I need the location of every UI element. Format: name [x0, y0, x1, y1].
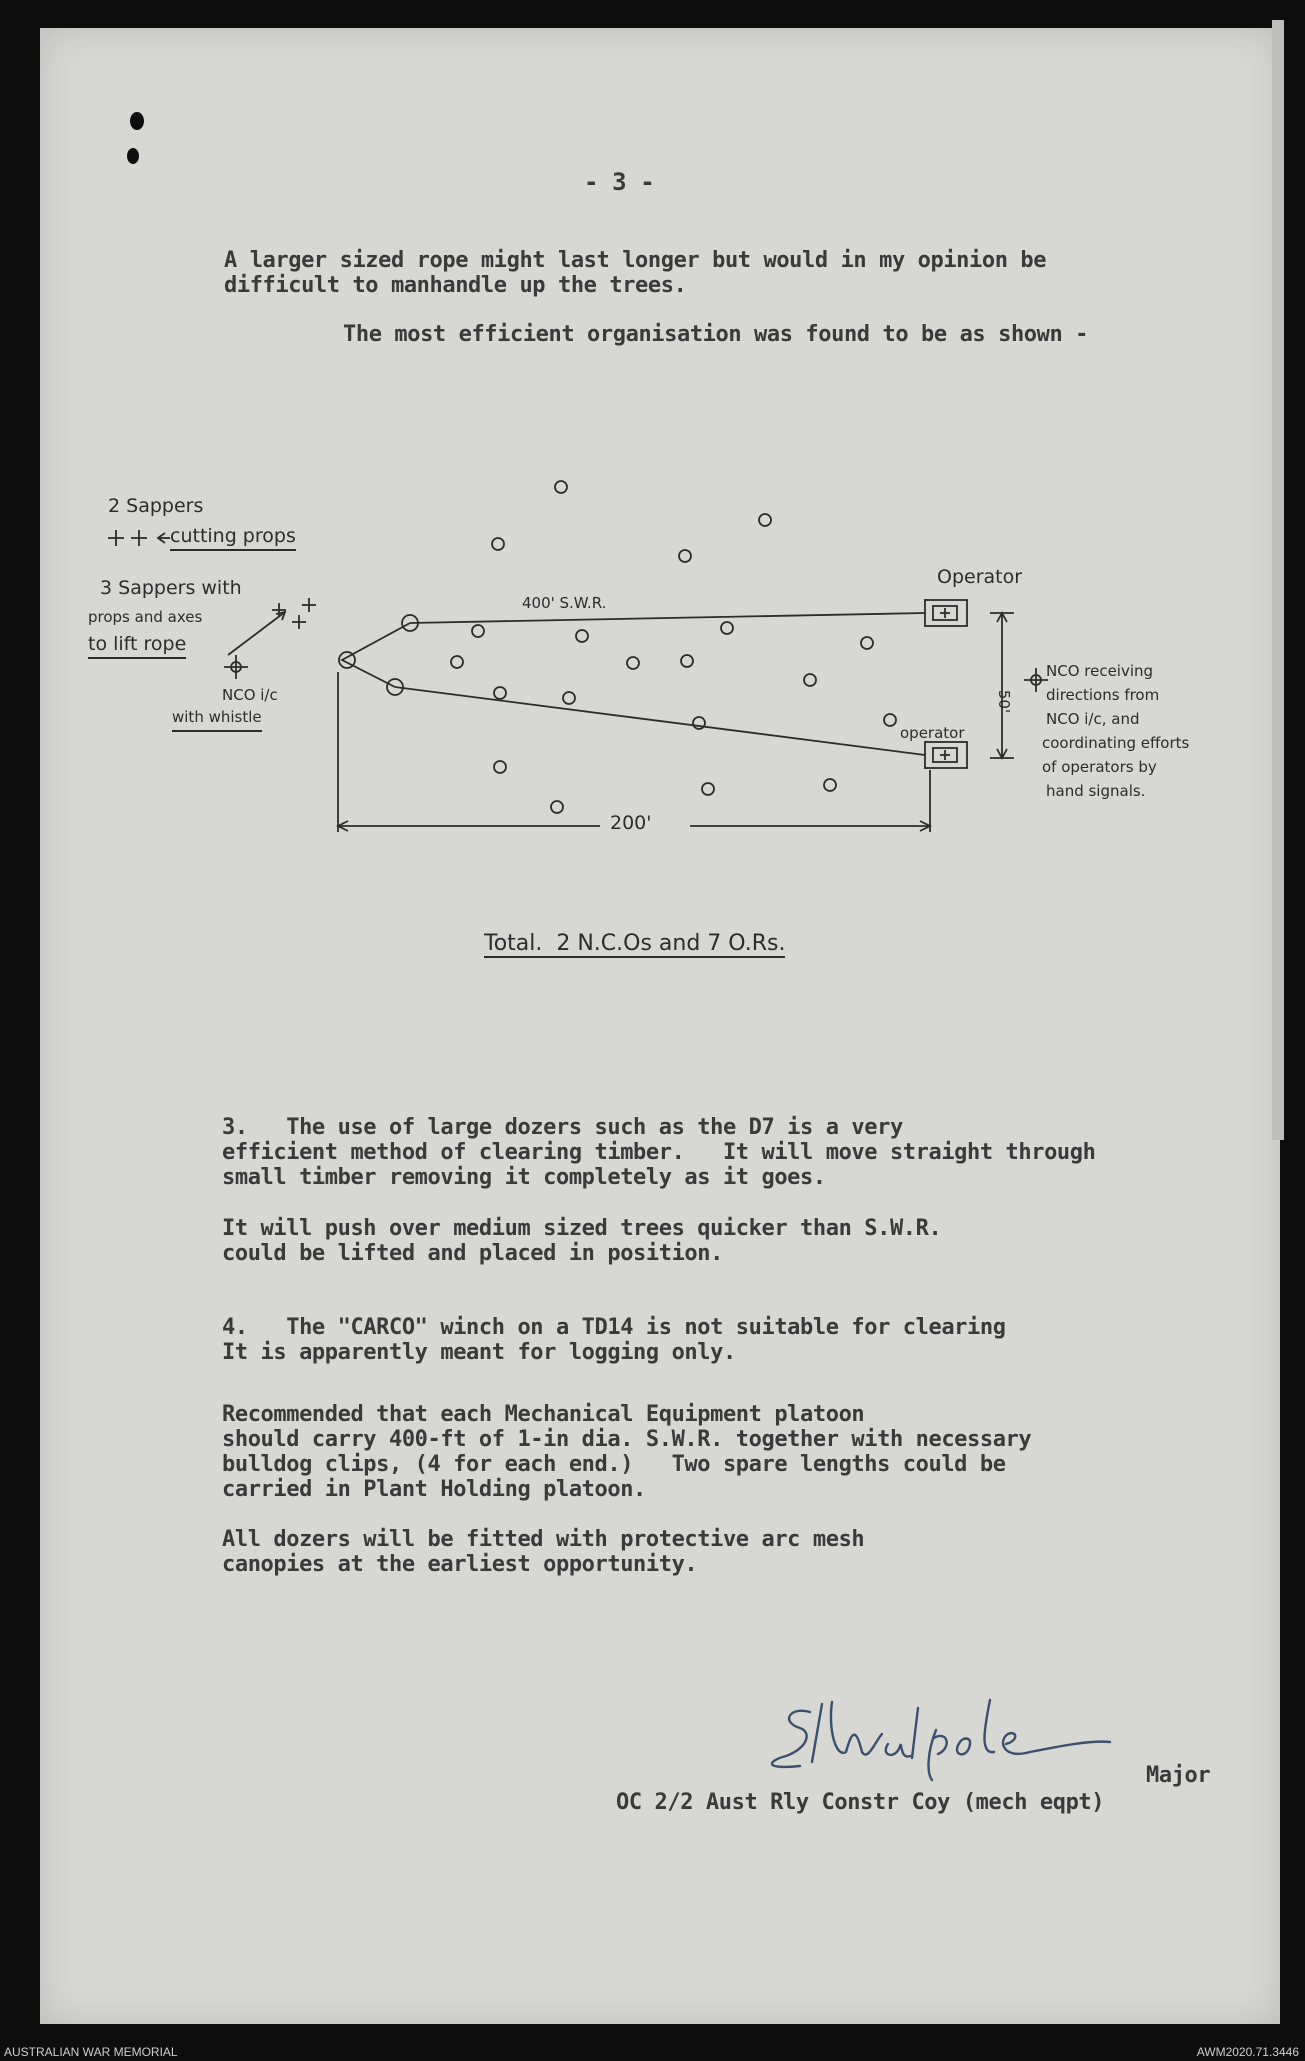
label-nco-ic: NCO i/c [222, 686, 278, 704]
label-nco-receiving-1: NCO receiving [1046, 662, 1154, 680]
label-sappers-cutting-1: 2 Sappers [108, 495, 204, 517]
label-sappers-lifting-2: props and axes [88, 608, 203, 626]
footer-left: AUSTRALIAN WAR MEMORIAL [4, 2045, 178, 2059]
page-number: - 3 - [584, 168, 655, 196]
label-rope: 400' S.W.R. [522, 594, 607, 612]
paragraph-organisation: The most efficient organisation was found to be as shown - [343, 322, 1089, 347]
label-width: 50' [995, 689, 1014, 714]
paragraph-rope-size: A larger sized rope might last longer but would in my opinion be difficult to manhandle up the trees. [224, 248, 1047, 298]
label-nco-receiving-4: coordinating efforts [1042, 734, 1190, 752]
signature-rank: Major [1146, 1763, 1211, 1788]
label-sappers-lifting-1: 3 Sappers with [100, 577, 242, 599]
paragraph-3: 3. The use of large dozers such as the D7 is a very efficient method of clearing timber. It will move straight through small timber removing it completely as it goes. [222, 1115, 1096, 1190]
label-nco-receiving-2: directions from [1046, 686, 1160, 704]
paragraph-recommendation: Recommended that each Mechanical Equipment platoon should carry 400-ft of 1-in dia. S.W.R. together with necessary bulldog clips, (4 for each end.) Two spare lengths could be carried in Plant Holding platoon. [222, 1402, 1032, 1502]
label-operator-top: Operator [937, 566, 1023, 588]
label-operator-bottom: operator [900, 724, 965, 742]
label-sappers-lifting-3: to lift rope [88, 633, 186, 659]
paragraph-4: 4. The "CARCO" winch on a TD14 is not suitable for clearing It is apparently meant for logging only. [222, 1315, 1006, 1365]
diagram-total: Total. 2 N.C.Os and 7 O.Rs. [484, 931, 786, 956]
signature-unit: OC 2/2 Aust Rly Constr Coy (mech eqpt) [616, 1790, 1105, 1815]
label-nco-receiving-3: NCO i/c, and [1046, 710, 1140, 728]
label-sappers-cutting-2: cutting props [170, 525, 296, 551]
label-length: 200' [610, 812, 652, 834]
label-nco-receiving-6: hand signals. [1046, 782, 1146, 800]
footer-right: AWM2020.71.3446 [1196, 2045, 1299, 2059]
paragraph-3b: It will push over medium sized trees quicker than S.W.R. could be lifted and placed in position. [222, 1216, 942, 1266]
label-nco-receiving-5: of operators by [1042, 758, 1157, 776]
paragraph-canopies: All dozers will be fitted with protective arc mesh canopies at the earliest opportunity. [222, 1527, 865, 1577]
label-nco-whistle: with whistle [172, 706, 262, 732]
